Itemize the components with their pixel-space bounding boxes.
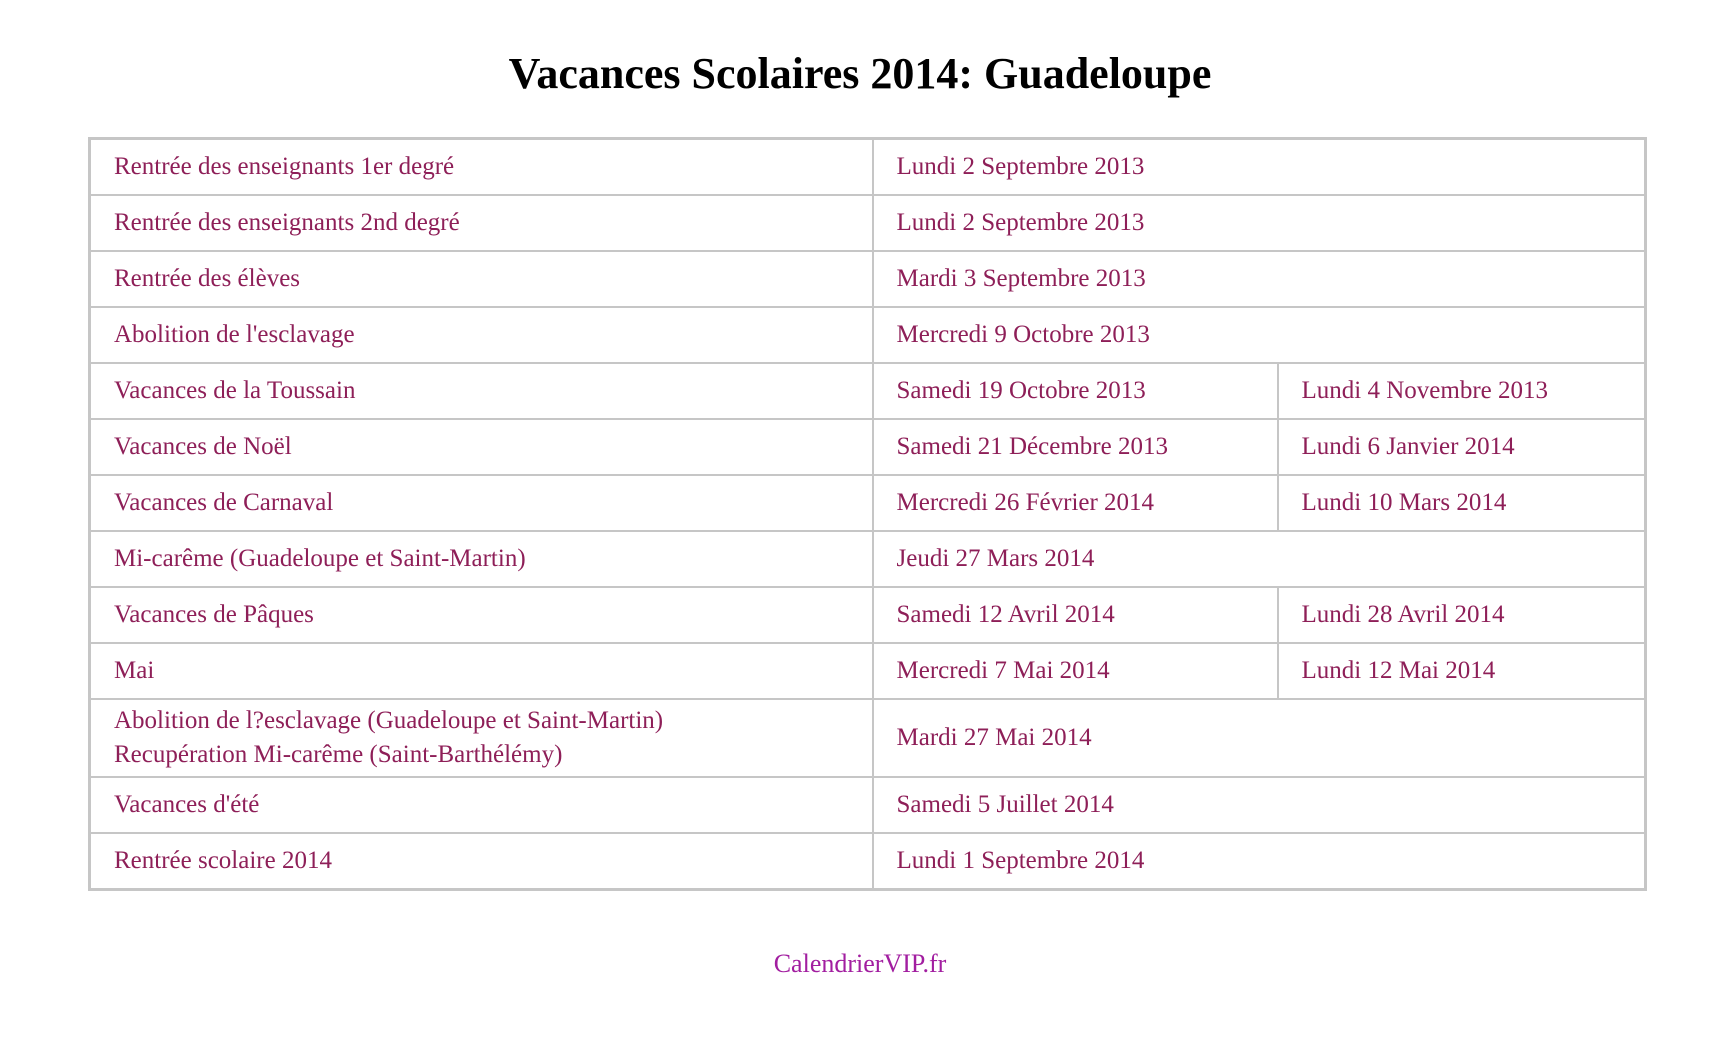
start-date-cell: Mercredi 7 Mai 2014 bbox=[873, 643, 1278, 699]
end-date-cell: Lundi 12 Mai 2014 bbox=[1278, 643, 1646, 699]
event-cell: Vacances d'été bbox=[90, 777, 873, 833]
event-cell: Mai bbox=[90, 643, 873, 699]
event-cell: Rentrée scolaire 2014 bbox=[90, 833, 873, 890]
page-title: Vacances Scolaires 2014: Guadeloupe bbox=[508, 49, 1212, 98]
start-date-cell: Mardi 27 Mai 2014 bbox=[873, 699, 1646, 777]
table-row bbox=[90, 699, 1646, 777]
table-row bbox=[90, 833, 1646, 890]
start-date-cell: Lundi 1 Septembre 2014 bbox=[873, 833, 1646, 890]
event-cell: Vacances de Carnaval bbox=[90, 475, 873, 531]
table-row bbox=[90, 195, 1646, 251]
event-cell: Abolition de l'esclavage bbox=[90, 307, 873, 363]
holiday-schedule-table bbox=[88, 137, 1647, 891]
event-cell: Rentrée des élèves bbox=[90, 251, 873, 307]
start-date-cell: Samedi 19 Octobre 2013 bbox=[873, 363, 1278, 419]
start-date-cell: Samedi 12 Avril 2014 bbox=[873, 587, 1278, 643]
table-row bbox=[90, 643, 1646, 699]
start-date-cell: Mercredi 9 Octobre 2013 bbox=[873, 307, 1646, 363]
event-cell: Vacances de Noël bbox=[90, 419, 873, 475]
start-date-cell: Samedi 5 Juillet 2014 bbox=[873, 777, 1646, 833]
table-row bbox=[90, 419, 1646, 475]
start-date-cell: Lundi 2 Septembre 2013 bbox=[873, 139, 1646, 196]
event-cell: Vacances de la Toussain bbox=[90, 363, 873, 419]
event-cell: Rentrée des enseignants 2nd degré bbox=[90, 195, 873, 251]
event-cell bbox=[90, 699, 873, 777]
end-date-cell: Lundi 6 Janvier 2014 bbox=[1278, 419, 1646, 475]
start-date-cell: Samedi 21 Décembre 2013 bbox=[873, 419, 1278, 475]
event-line: Recupération Mi-carême (Saint-Barthélémy) bbox=[114, 741, 563, 768]
start-date-cell: Mercredi 26 Février 2014 bbox=[873, 475, 1278, 531]
start-date-cell: Jeudi 27 Mars 2014 bbox=[873, 531, 1646, 587]
end-date-cell: Lundi 28 Avril 2014 bbox=[1278, 587, 1646, 643]
start-date-cell: Mardi 3 Septembre 2013 bbox=[873, 251, 1646, 307]
table-row bbox=[90, 587, 1646, 643]
table-row bbox=[90, 531, 1646, 587]
event-cell: Rentrée des enseignants 1er degré bbox=[90, 139, 873, 196]
event-cell: Mi-carême (Guadeloupe et Saint-Martin) bbox=[90, 531, 873, 587]
start-date-cell: Lundi 2 Septembre 2013 bbox=[873, 195, 1646, 251]
table-row bbox=[90, 251, 1646, 307]
end-date-cell: Lundi 4 Novembre 2013 bbox=[1278, 363, 1646, 419]
end-date-cell: Lundi 10 Mars 2014 bbox=[1278, 475, 1646, 531]
footer-credit: CalendrierVIP.fr bbox=[773, 949, 947, 978]
table-row bbox=[90, 139, 1646, 196]
table-row bbox=[90, 475, 1646, 531]
table-row bbox=[90, 777, 1646, 833]
event-line: Abolition de l?esclavage (Guadeloupe et Saint-Martin) bbox=[114, 707, 664, 734]
table-row bbox=[90, 363, 1646, 419]
table-row bbox=[90, 307, 1646, 363]
event-cell: Vacances de Pâques bbox=[90, 587, 873, 643]
